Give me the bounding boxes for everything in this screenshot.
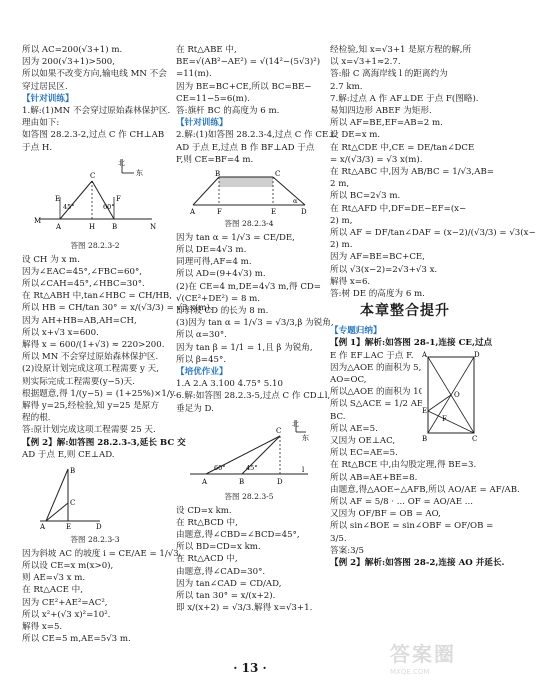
text-line: BE=√(AB²−AE²) = √(14²−(5√3)²)	[176, 57, 321, 68]
text-line: 又因为 OE⊥AC,	[330, 435, 396, 446]
text-line: 【针对训练】	[22, 93, 74, 104]
svg-text:D: D	[301, 208, 307, 217]
text-line: 在 Rt△ABC 中,因为 AB/BC = 1/√3,AB=	[330, 167, 494, 178]
text-line: 所以 HB = CH/tan 30° = x/(√3/3) = √3 x(m).	[22, 303, 213, 314]
text-line: 因为∠EAC=45°,∠FBC=60°,	[22, 266, 142, 277]
text-line: 所以 tan 30° = x/(x+2).	[176, 591, 276, 602]
f1-caption: 答图 28.2.3-2	[70, 240, 120, 250]
text-line: 在 Rt△CDE 中,CE = DE/tan∠DCE	[330, 142, 475, 153]
text-line: (2)在 CE=4 m,DE=4√3 m,得 CD=	[176, 281, 322, 292]
svg-text:A: A	[422, 351, 428, 360]
svg-text:E: E	[271, 208, 277, 217]
text-line: 答:树 DE 的高度为 6 m.	[330, 289, 425, 300]
text-line: 2) m.	[330, 240, 353, 251]
svg-text:60°: 60°	[214, 463, 226, 472]
text-line: 垂足为 D.	[176, 403, 214, 414]
f3-caption: 答图 28.2.3-4	[224, 219, 274, 229]
svg-text:A: A	[202, 477, 208, 486]
text-line: AO=OC,	[330, 374, 367, 385]
svg-text:A: A	[190, 208, 196, 217]
text-line: 经检验,知 x=√3+1 是原方程的解,所	[330, 45, 472, 55]
svg-text:F: F	[116, 194, 121, 203]
svg-text:l: l	[302, 465, 305, 474]
text-line: 所以 BC=2√3 m.	[330, 191, 401, 202]
text-line: 所以 x²+(√3 x)²=10².	[22, 609, 111, 620]
text-line: 所以 β=45°.	[176, 354, 227, 365]
chapter-summary-title: 本章整合提升	[360, 303, 450, 320]
text-line: 因为 tan β = 1/1 = 1,且 β 为锐角,	[176, 342, 313, 353]
svg-text:45°: 45°	[63, 202, 75, 211]
text-line: 设 CH 为 x m.	[22, 254, 80, 265]
text-line: 因为 AH+HB=AB,AH=CH,	[22, 315, 137, 326]
watermark-logo: 答案圈 MXQE.COM	[390, 642, 456, 677]
text-line: 设 DE=x m.	[330, 130, 381, 141]
f2-caption: 答图 28.2.3-3	[70, 535, 120, 545]
text-line: 所以 AC=200(√3+1) m.	[22, 45, 123, 55]
text-line: 所以 MN 不会穿过原始森林保护区.	[22, 352, 159, 363]
text-line: 1.A 2.A 3.100 4.75° 5.10	[176, 379, 283, 390]
text-line: 则实际完成工程需要(y−5)天.	[22, 376, 135, 387]
text-line: 穿过居民区.	[22, 81, 68, 92]
svg-text:C: C	[276, 426, 282, 435]
text-line: 即 x/(x+2) = √3/3.解得 x=√3+1.	[176, 603, 313, 614]
f1-north: 北	[118, 158, 125, 167]
text-line: 2) m,	[330, 215, 353, 226]
figure-28-2-3-5	[184, 418, 314, 490]
svg-text:N: N	[150, 222, 157, 231]
text-line: AD 于点 E,过点 B 作 BF⊥AD 于点	[176, 142, 315, 153]
text-line: 程的根.	[22, 413, 51, 424]
text-line: 理由如下:	[22, 118, 60, 129]
svg-text:F: F	[217, 208, 222, 217]
text-line: 所以 DE=4√3 m.	[176, 245, 247, 256]
text-line: AD 于点 E,则 CE⊥AD.	[22, 449, 115, 460]
text-line: 在 Rt△ACD 中,	[176, 554, 238, 565]
svg-text:M: M	[34, 216, 42, 225]
svg-text:A: A	[40, 523, 46, 532]
svg-text:北: 北	[292, 419, 299, 428]
text-line: 所以 AB=AE+BE=8.	[330, 472, 418, 483]
text-line: 解得 y=25,经检验,知 y=25 是原方	[22, 401, 159, 412]
text-line: 则 AE=√3 x m.	[22, 573, 86, 584]
page-number: · 13 ·	[233, 661, 267, 675]
text-line: 1.解:(1)MN 不会穿过原始森林保护区.	[22, 106, 171, 117]
text-line: 因为 BE=BC+CE,所以 BC=BE−	[176, 81, 312, 92]
text-line: 2.解:(1)如答图 28.2.3-4,过点 C 作 CE⊥	[176, 130, 337, 141]
text-line: 设 CD=x km.	[176, 505, 232, 516]
text-line: 因为 tan∠CAD = CD/AD,	[176, 578, 282, 589]
text-line: 【例 1】解析:如答图 28-1,连接 CE,过点	[330, 338, 493, 349]
text-line: (2)设原计划完成这项工程需要 y 天,	[22, 364, 159, 375]
text-line: 所以 x+√3 x=600.	[22, 327, 99, 338]
text-line: 所以∠CAH=45°,∠HBC=30°.	[22, 279, 145, 290]
text-line: 【例 2】解:如答图 28.2.3-3,延长 BC 交	[22, 437, 186, 448]
text-line: BC.	[330, 411, 346, 422]
text-line: CE=11−5=6(m).	[176, 93, 250, 104]
svg-text:C: C	[90, 171, 96, 180]
svg-text:B: B	[239, 477, 245, 486]
text-line: E 作 EF⊥AC 于点 F.	[330, 350, 414, 361]
text-line: 【例 2】解析:如答图 28-2,连接 AO 并延长.	[330, 558, 505, 568]
svg-text:D: D	[96, 523, 102, 532]
figure-28-2-3-4	[189, 169, 309, 217]
text-line: 根据题意,得 1/(y−5) = (1+25%)×1/y.	[22, 388, 177, 399]
text-line: 所以 AF = DF/tan∠DAF = (x−2)/(√3/3) = √3(x−	[330, 228, 536, 239]
text-line: = x/(√3/3) = √3 x(m).	[330, 154, 423, 165]
svg-text:E: E	[422, 407, 428, 416]
text-line: 答:船 C 离海岸线 l 的距离约为	[330, 69, 448, 80]
text-line: 于点 H.	[22, 142, 53, 153]
text-line: 所以 α=30°.	[176, 330, 227, 341]
text-line: 所以 CE=5 m,AE=5√3 m.	[22, 634, 131, 645]
text-line: (3)因为 tan α = 1/√3 = √3/3,β 为锐角,	[176, 318, 334, 329]
f4-caption: 答图 28.2.3-5	[224, 491, 274, 501]
text-line: 所以 AE=5.	[330, 423, 378, 434]
text-line: 又因为 OF/BF = OB = AO,	[330, 509, 441, 520]
text-line: 因为△AOE 的面积为 5,	[330, 362, 422, 373]
text-line: 因为 CE²+AE²=AC²,	[22, 597, 108, 608]
text-line: 由题意,得∠CBD=∠BCD=45°,	[176, 530, 300, 541]
figure-28-1	[422, 351, 480, 443]
svg-text:A: A	[56, 222, 62, 231]
svg-text:H: H	[89, 222, 96, 231]
f1-east: 东	[136, 168, 143, 177]
text-line: 7.解:过点 A 作 AF⊥DE 于点 F(图略).	[330, 93, 479, 104]
svg-text:C: C	[70, 499, 76, 508]
text-line: 【培优作业】	[176, 367, 228, 378]
text-line: 所以△AOE 的面积为 10.	[330, 387, 427, 398]
text-line: 所以设 CE=x m(x>0),	[22, 561, 114, 572]
text-line: 所以 AD=(9+4√3) m.	[176, 269, 266, 280]
text-line: 因为斜坡 AC 的坡度 i = CE/AE = 1/√3,	[22, 548, 182, 559]
svg-text:E: E	[66, 523, 72, 532]
svg-text:B: B	[215, 170, 221, 179]
text-line: 因为 AF=BE=BC+CE,	[330, 252, 425, 263]
column-right	[330, 44, 536, 569]
text-line: 在 Rt△ABH 中,tan∠HBC = CH/HB,	[22, 291, 172, 302]
text-line: 所以如果不改变方向,输电线 MN 不会	[22, 69, 167, 80]
text-line: 【针对训练】	[176, 118, 228, 129]
topic-summary-heading: 【专题归纳】	[330, 326, 382, 337]
text-line: 所以 sin∠BOE = sin∠OBF = OF/OB =	[330, 521, 494, 532]
svg-text:D: D	[474, 351, 480, 360]
svg-text:F: F	[442, 415, 447, 424]
svg-text:C: C	[472, 435, 478, 444]
text-line: 在 Rt△ACE 中,	[22, 585, 83, 596]
figure-28-2-3-3	[36, 463, 106, 535]
text-line: 所以 BD=CD=x km.	[176, 542, 261, 553]
text-line: 所以 AF=BE,EF=AB=2 m.	[330, 118, 443, 129]
column-middle	[176, 44, 337, 614]
text-line: 答:旗杆 BC 的高度为 6 m.	[176, 106, 280, 117]
svg-text:45°: 45°	[246, 463, 258, 472]
text-line: 2.7 km.	[330, 81, 363, 92]
text-line: F,则 CE=BF=4 m.	[176, 154, 254, 165]
text-line: √(CE²+DE²) = 8 m.	[176, 293, 261, 304]
svg-text:α: α	[293, 197, 298, 206]
text-line: 3/5.	[330, 533, 347, 544]
svg-text:C: C	[275, 170, 281, 179]
text-line: 所以 AF = 5/8 · ... OF = AO/AE ...	[330, 496, 473, 507]
svg-text:B: B	[422, 435, 428, 444]
text-line: 解得 x=6.	[330, 276, 371, 287]
text-line: 在 Rt△BCE 中,由勾股定理,得 BE=3.	[330, 460, 477, 471]
svg-text:B: B	[112, 222, 118, 231]
text-line: 解得 x=5.	[22, 622, 63, 633]
text-line: 所以 EC=AE=5.	[330, 448, 398, 459]
text-line: 即斜坡 CD 的长为 8 m.	[176, 306, 269, 317]
text-line: 因为 tan α = 1/√3 = CE/DE,	[176, 232, 295, 243]
text-line: 因为 200(√3+1)>500,	[22, 57, 115, 68]
text-line: 在 Rt△BCD 中,	[176, 517, 238, 528]
text-line: 由题意,得∠CAD=30°.	[176, 566, 266, 577]
text-line: 解得 x = 600/(1+√3) ≈ 220>200.	[22, 340, 165, 351]
text-line: =11(m).	[176, 69, 212, 80]
text-line: 所以 √3(x−2)=2√3+√3 x.	[330, 264, 438, 275]
text-line: 答案:3/5	[330, 545, 364, 556]
text-line: 2 m,	[330, 179, 350, 190]
text-line: 在 Rt△AFD 中,DF=DE−EF=(x−	[330, 203, 467, 214]
text-line: 答:原计划完成这项工程需要 25 天.	[22, 425, 156, 436]
svg-text:B: B	[70, 467, 76, 476]
text-line: 以 x=√3+1≈2.7.	[330, 57, 401, 68]
text-line: 所以 S△ACE = 1/2 AE·	[330, 399, 426, 410]
svg-text:东: 东	[302, 433, 309, 442]
svg-text:60°: 60°	[103, 202, 115, 211]
text-line: 同理可得,AF=4 m.	[176, 257, 252, 268]
text-line: 由题意,得△AOE∽△AFB,所以 AO/AE = AF/AB.	[330, 484, 520, 495]
figure-28-2-3-2	[30, 157, 160, 239]
text-line: 易知四边形 ABEF 为矩形.	[330, 106, 432, 117]
svg-text:O: O	[454, 391, 460, 400]
text-line: 6.解:如答图 28.2.3-5,过点 C 作 CD⊥l,	[176, 391, 331, 402]
text-line: 在 Rt△ABE 中,	[176, 45, 237, 55]
svg-text:E: E	[55, 194, 61, 203]
text-line: 如答图 28.2.3-2,过点 C 作 CH⊥AB	[22, 130, 165, 141]
svg-text:D: D	[277, 477, 283, 486]
